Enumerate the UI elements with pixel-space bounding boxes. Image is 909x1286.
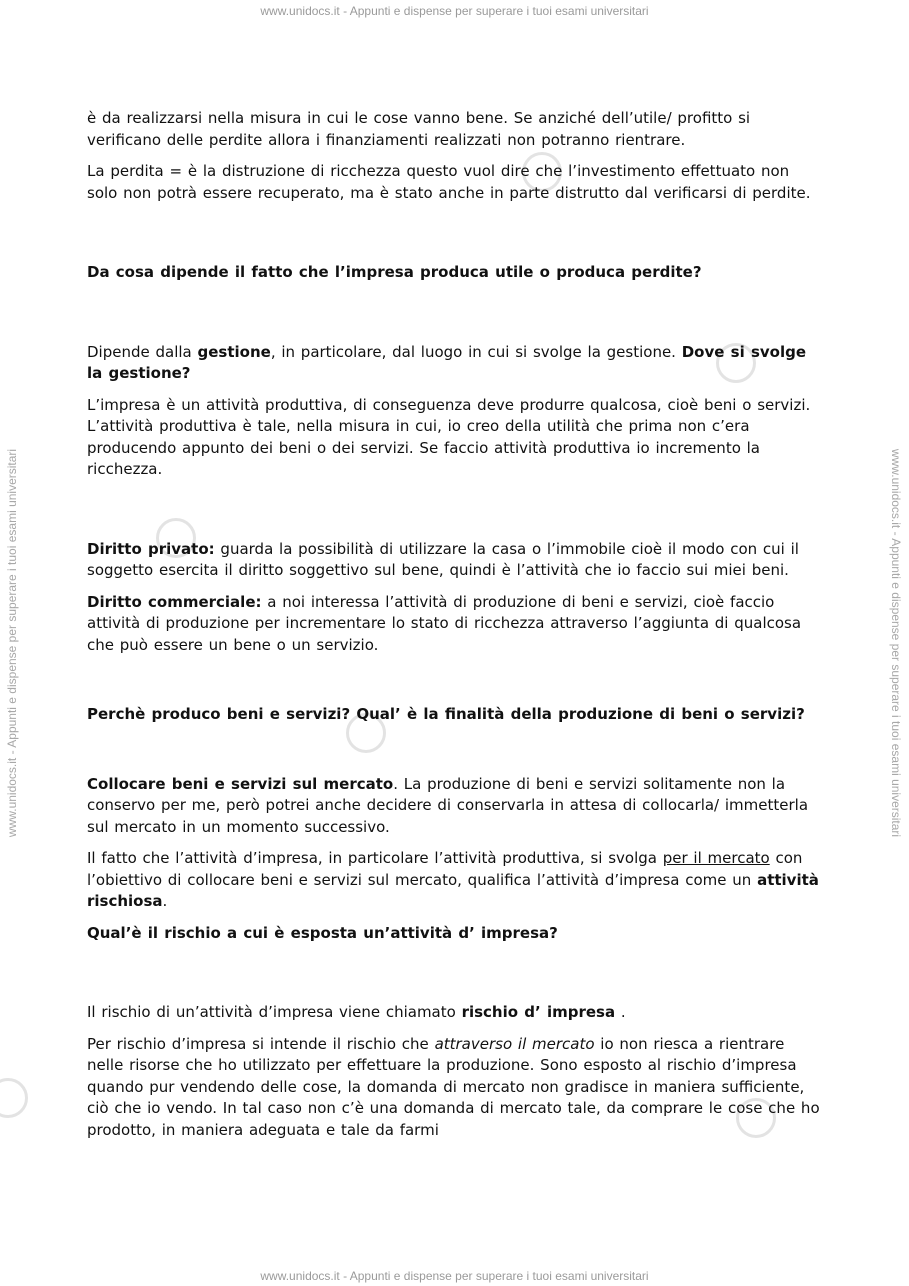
section-question: Da cosa dipende il fatto che l’impresa produca utile o produca perdite?	[87, 263, 702, 281]
paragraph: Il rischio di un’attività d’impresa viene chiamato rischio d’ impresa .	[87, 1003, 626, 1021]
paragraph: Collocare beni e servizi sul mercato. La produzione di beni e servizi solitamente non la conservo per me, però potrei anche decidere di conservarla in attesa di collocarla/ immetterla sul mercato in un momento successivo.	[87, 774, 809, 836]
section-question: Qual’è il rischio a cui è esposta un’attività d’ impresa?	[87, 923, 558, 942]
paragraph: Diritto privato: guarda la possibilità di utilizzare la casa o l’immobile cioè il modo con cui il soggetto esercita il diritto soggettivo sul bene, quindi è l’attività che io faccio sui miei beni.	[87, 539, 799, 579]
paragraph: La perdita = è la distruzione di ricchezza questo vuol dire che l’investimento effettuato non solo non potrà essere recuperato, ma è stato anche in parte distrutto dal verificarsi di perdite.	[87, 162, 811, 202]
watermark-footer: www.unidocs.it - Appunti e dispense per superare i tuoi esami universitari	[260, 1269, 649, 1283]
watermark-right: www.unidocs.it - Appunti e dispense per superare i tuoi esami universitari	[889, 448, 903, 838]
paragraph: L’impresa è un attività produttiva, di conseguenza deve produrre qualcosa, cioè beni o servizi. L’attività produttiva è tale, nella misura in cui, io creo della utilità che prima non c’era producendo appunto dei beni o dei servizi. Se faccio attività produttiva io incremento la ricchezza.	[87, 395, 811, 478]
watermark-logo-icon	[0, 1078, 28, 1118]
paragraph: Il fatto che l’attività d’impresa, in particolare l’attività produttiva, si svolga per il mercato con l’obiettivo di collocare beni e servizi sul mercato, qualifica l’attività d’impresa come un attività rischiosa.	[87, 849, 819, 910]
document-body	[87, 108, 822, 1141]
paragraph: è da realizzarsi nella misura in cui le cose vanno bene. Se anziché dell’utile/ profitto si verificano delle perdite allora i finanziamenti realizzati non potranno rientrare.	[87, 109, 751, 149]
paragraph: Per rischio d’impresa si intende il rischio che attraverso il mercato io non riesca a rientrare nelle risorse che ho utilizzato per effettuare la produzione. Sono esposto al rischio d’impresa quando pur vendendo delle cose, la domanda di mercato non gradisce in maniera sufficiente, ciò che io vendo. In tal caso non c’è una domanda di mercato tale, da comprare le cose che ho prodotto, in maniera adeguata e tale da farmi	[87, 1034, 820, 1139]
watermark-left: www.unidocs.it - Appunti e dispense per superare i tuoi esami universitari	[5, 448, 19, 838]
section-question: Perchè produco beni e servizi? Qual’ è la finalità della produzione di beni o servizi?	[87, 705, 805, 723]
paragraph: Dipende dalla gestione, in particolare, dal luogo in cui si svolge la gestione. Dove si svolge la gestione?	[87, 342, 807, 382]
paragraph: Diritto commerciale: a noi interessa l’attività di produzione di beni e servizi, cioè faccio attività di produzione per incrementare lo stato di ricchezza attraverso l’aggiunta di qualcosa che può essere un bene o un servizio.	[87, 592, 802, 654]
watermark-header: www.unidocs.it - Appunti e dispense per superare i tuoi esami universitari	[260, 4, 649, 18]
